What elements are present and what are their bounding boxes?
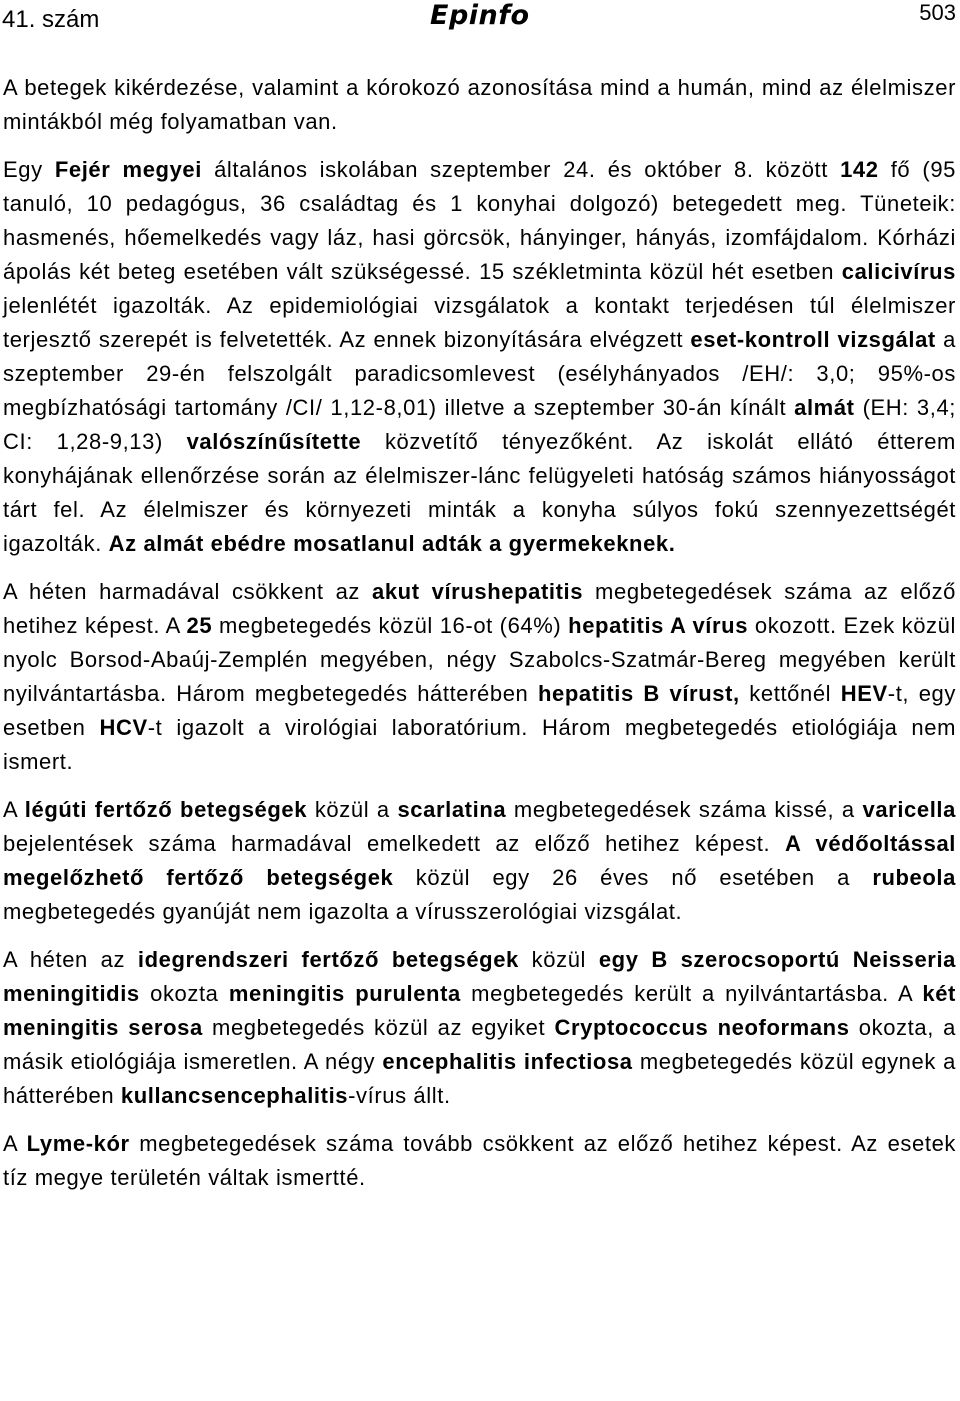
bold-text: Lyme-kór	[26, 1131, 130, 1156]
text-span: bejelentések száma harmadával emelkedett az előző hetihez képest.	[3, 831, 786, 856]
text-span: megbetegedések száma az előző hetihez képest. A	[3, 579, 957, 638]
bold-text: HEV	[840, 681, 888, 706]
issue-number: 41. szám	[2, 6, 100, 33]
bold-text: Fejér megyei	[54, 157, 202, 182]
text-span: (EH: 3,4; CI: 1,28-9,13)	[3, 395, 957, 454]
text-span: jelenlétét igazolták. Az epidemiológiai vizsgálatok a kontakt terjedésen túl élelmiszer terjesztő szerepét is felvetették. Az ennek bizonyítására elvégzett	[3, 293, 956, 352]
bold-text: légúti fertőző betegségek	[24, 797, 308, 822]
text-span: -vírus állt.	[348, 1083, 451, 1108]
text-span: A	[3, 1131, 27, 1156]
paragraph	[3, 153, 956, 561]
bold-text: kullancsencephalitis	[120, 1083, 349, 1108]
text-span: közül egy 26 éves nő esetében a	[393, 865, 873, 890]
bold-text: idegrendszeri fertőző betegségek	[137, 947, 519, 972]
page-header	[0, 0, 960, 42]
bold-text: két meningitis serosa	[3, 981, 956, 1040]
text-span: okozott. Ezek közül nyolc Borsod-Abaúj-Zemplén megyében, négy Szabolcs-Szatmár-Bereg megyében került nyilvántartásba. Három megbetegedés hátterében	[3, 613, 956, 706]
paragraph	[3, 943, 956, 1113]
paragraph	[3, 1127, 956, 1195]
text-span: a szeptember 29-én felszolgált paradicsomlevest (esélyhányados /EH/: 3,0; 95%-os megbízhatósági tartomány /CI/ 1,12-8,01) illetve a szeptember 30-án kínált	[3, 327, 956, 420]
text-span: megbetegedések száma kissé, a	[506, 797, 863, 822]
paragraph	[3, 575, 956, 779]
bold-text: calicivírus	[841, 259, 956, 284]
paragraph	[3, 71, 956, 139]
bold-text: HCV	[99, 715, 148, 740]
bold-text: meningitis purulenta	[228, 981, 461, 1006]
bold-text: rubeola	[872, 865, 956, 890]
article-body	[3, 71, 956, 1209]
text-span: fő (95 tanuló, 10 pedagógus, 36 családtag és 1 konyhai dolgozó) betegedett meg. Tüneteik: hasmenés, hőemelkedés vagy láz, hasi görcsök, hányinger, hányás, izomfájdalom. Kórházi ápolás két beteg esetében vált szükségessé. 15 székletminta közül hét esetben	[3, 157, 956, 284]
bold-text: hepatitis A vírus	[568, 613, 749, 638]
bold-text: varicella	[862, 797, 956, 822]
text-span: megbetegedés gyanúját nem igazolta a vírusszerológiai vizsgálat.	[3, 899, 683, 924]
bold-text: almát	[794, 395, 855, 420]
text-span: kettőnél	[739, 681, 841, 706]
text-span: megbetegedések száma tovább csökkent az előző hetihez képest. Az esetek tíz megye területén váltak ismertté.	[3, 1131, 957, 1190]
bold-text: egy B szerocsoportú Neisseria meningitidis	[3, 947, 957, 1006]
bold-text: hepatitis B vírust,	[537, 681, 740, 706]
bold-text: Az almát ebédre mosatlanul adták a gyermekeknek.	[108, 531, 676, 556]
bold-text: valószínűsítette	[186, 429, 362, 454]
text-span: megbetegedés közül 16-ot (64%)	[212, 613, 569, 638]
text-span: okozta, a másik etiológiája ismeretlen. A négy	[3, 1015, 956, 1074]
text-span: általános iskolában szeptember 24. és október 8. között	[201, 157, 841, 182]
publication-title: Epinfo	[430, 0, 530, 31]
bold-text: 25	[186, 613, 213, 638]
text-span: -t igazolt a virológiai laboratórium. Három megbetegedés etiológiája nem ismert.	[3, 715, 956, 774]
text-span: okozta	[139, 981, 229, 1006]
text-span: A betegek kikérdezése, valamint a kórokozó azonosítása mind a humán, mind az élelmiszer mintákból még folyamatban van.	[3, 75, 956, 134]
bold-text: eset-kontroll vizsgálat	[690, 327, 936, 352]
text-span: A héten harmadával csökkent az	[3, 579, 373, 604]
bold-text: Cryptococcus neoformans	[554, 1015, 850, 1040]
text-span: közül a	[307, 797, 398, 822]
bold-text: scarlatina	[397, 797, 507, 822]
text-span: A	[3, 797, 25, 822]
text-span: megbetegedés közül az egyiket	[202, 1015, 555, 1040]
text-span: -t, egy esetben	[3, 681, 956, 740]
bold-text: akut vírushepatitis	[372, 579, 584, 604]
text-span: megbetegedés került a nyilvántartásba. A	[460, 981, 923, 1006]
text-span: közül	[518, 947, 599, 972]
bold-text: A védőoltással megelőzhető fertőző betegségek	[3, 831, 956, 890]
page-number: 503	[919, 0, 956, 25]
text-span: Egy	[3, 157, 55, 182]
text-span: megbetegedés közül egynek a hátterében	[3, 1049, 957, 1108]
text-span: A héten az	[3, 947, 138, 972]
text-span: közvetítő tényezőként. Az iskolát ellátó étterem konyhájának ellenőrzése során az élelmiszer-lánc felügyeleti hatóság számos hiányosságot tárt fel. Az élelmiszer és környezeti minták a konyha súlyos fokú szennyezettségét igazolták.	[3, 429, 956, 556]
bold-text: encephalitis infectiosa	[382, 1049, 633, 1074]
bold-text: 142	[840, 157, 879, 182]
paragraph	[3, 793, 956, 929]
